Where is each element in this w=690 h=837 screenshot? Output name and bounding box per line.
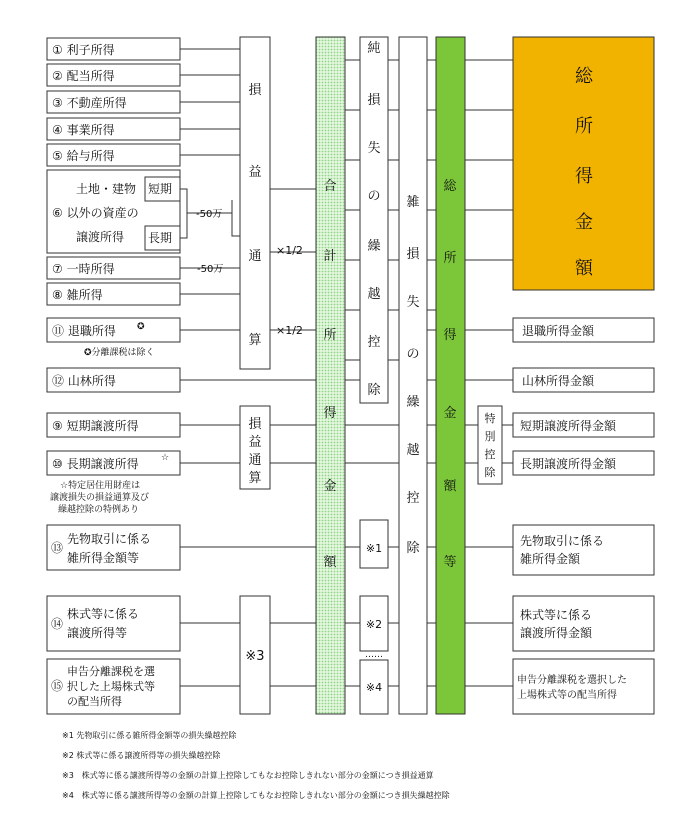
- net-loss-col-3: 失: [367, 141, 381, 156]
- misc-loss-col-8: 除: [406, 541, 420, 556]
- footnote-2: ※2 株式等に係る譲渡所得等の損失繰越控除: [62, 751, 221, 760]
- half-label-1: ×1/2: [276, 244, 303, 257]
- net-loss-col-4: の: [367, 189, 381, 204]
- result-retirement: 退職所得金額: [522, 324, 595, 338]
- loss-offset-2: 益: [248, 165, 262, 180]
- result-forest: 山林所得金額: [522, 374, 595, 388]
- note3-marker: ※3: [245, 649, 265, 664]
- footnote-3: ※3 株式等に係る譲渡所得等の金額の計算上控除してもなお控除しきれない部分の金額につき損益通算: [62, 771, 434, 780]
- total-col-2: 計: [323, 249, 337, 264]
- long-transfer-star: ☆: [161, 453, 170, 463]
- loss-offset-1: 損: [248, 83, 262, 98]
- loss-offset2-4: 算: [248, 471, 262, 486]
- note2-marker: ※2: [365, 618, 383, 631]
- result-stocks-1: 株式等に係る: [520, 608, 593, 622]
- misc-loss-col-3: 失: [406, 295, 420, 310]
- income-label-15-line1: 申告分離課税を選: [67, 665, 155, 678]
- income-label-14-num: ⑭: [51, 617, 64, 631]
- total-col-6: 額: [323, 555, 337, 570]
- retirement-note: ✪分離課税は除く: [84, 348, 155, 358]
- total-income-1: 総: [575, 66, 593, 87]
- net-loss-col-1: 純: [367, 41, 381, 56]
- deduction-50-1: -50万: [196, 209, 223, 220]
- result-dividends-1: 申告分離課税を選択した: [517, 675, 627, 686]
- income-label-14-line2: 譲渡所得等: [67, 626, 128, 640]
- income-label-13-line1: 先物取引に係る: [67, 532, 152, 546]
- house-note-1: ☆特定居住用財産は: [60, 481, 141, 491]
- special-deduction-1: 特: [484, 412, 496, 425]
- dots: ……: [365, 650, 383, 660]
- short-term-label: 短期: [148, 182, 173, 196]
- total-income-2: 所: [575, 116, 593, 137]
- gross-col-4: 金: [443, 406, 457, 421]
- income-label-1: ① 利子所得: [52, 43, 115, 57]
- income-label-5: ⑤ 給与所得: [52, 149, 115, 163]
- result-short-transfer: 短期譲渡所得金額: [520, 419, 617, 433]
- misc-loss-col-5: 繰: [406, 395, 420, 410]
- misc-loss-col-6: 越: [406, 443, 420, 458]
- retirement-mark: ✪: [137, 322, 145, 332]
- income-label-3: ③ 不動産所得: [52, 96, 127, 110]
- income-label-13-num: ⑬: [51, 541, 64, 555]
- income-label-11: ⑪ 退職所得: [52, 324, 116, 338]
- total-income-3: 得: [575, 166, 593, 187]
- gross-col-2: 所: [443, 251, 457, 266]
- net-loss-col-2: 損: [367, 93, 381, 108]
- total-col-4: 得: [323, 406, 337, 421]
- loss-offset2-1: 損: [248, 417, 262, 432]
- income-label-15-num: ⑮: [51, 679, 64, 693]
- net-loss-col-6: 越: [367, 287, 381, 302]
- footnote-4: ※4 株式等に係る譲渡所得等の金額の計算上控除してもなお控除しきれない部分の金額につき損失繰越控除: [62, 791, 450, 800]
- gross-col-6: 等: [443, 555, 457, 570]
- house-note-3: 繰越控除の特例あり: [58, 505, 140, 515]
- income-label-14-line1: 株式等に係る: [67, 607, 140, 621]
- income-label-6-line1: 土地・建物: [76, 182, 137, 196]
- total-col-3: 所: [323, 328, 337, 343]
- income-label-8: ⑧ 雑所得: [52, 288, 103, 302]
- misc-loss-col-7: 控: [406, 491, 420, 506]
- house-note-2: 譲渡損失の損益通算及び: [50, 493, 150, 503]
- result-futures-2: 雑所得金額: [520, 552, 581, 566]
- total-col-5: 金: [323, 479, 337, 494]
- footnote-1: ※1 先物取引に係る雑所得金額等の損失繰越控除: [62, 731, 237, 740]
- gross-col-3: 得: [443, 328, 457, 343]
- income-label-6-line3: 譲渡所得: [76, 230, 125, 244]
- loss-offset2-3: 通: [248, 453, 262, 468]
- total-income-column: [316, 37, 345, 714]
- income-label-13-line2: 雑所得金額等: [67, 551, 140, 565]
- note4-marker: ※4: [365, 681, 383, 694]
- income-label-10: ⑩ 長期譲渡所得: [52, 457, 139, 471]
- loss-offset-3: 通: [248, 249, 262, 264]
- gross-col-1: 総: [443, 179, 457, 194]
- misc-loss-col-4: の: [406, 347, 420, 362]
- special-deduction-2: 別: [484, 430, 496, 443]
- loss-offset2-2: 益: [248, 435, 262, 450]
- deduction-50-2: -50万: [197, 264, 224, 275]
- net-loss-col-5: 繰: [367, 239, 381, 254]
- gross-col-5: 額: [443, 479, 457, 494]
- loss-offset-4: 算: [248, 333, 262, 348]
- total-col-1: 合: [323, 179, 337, 194]
- total-income-5: 額: [575, 258, 593, 279]
- half-label-2: ×1/2: [276, 324, 303, 337]
- income-label-6: ⑥ 以外の資産の: [52, 206, 139, 220]
- income-label-15-line3: の配当所得: [67, 695, 122, 708]
- result-stocks-2: 譲渡所得金額: [520, 626, 593, 640]
- net-loss-col-7: 控: [367, 335, 381, 350]
- note1-marker: ※1: [365, 542, 383, 555]
- total-income-4: 金: [575, 212, 593, 233]
- income-label-7: ⑦ 一時所得: [52, 262, 115, 276]
- special-deduction-3: 控: [484, 448, 496, 461]
- result-dividends-2: 上場株式等の配当所得: [517, 690, 617, 701]
- result-futures-1: 先物取引に係る: [520, 534, 605, 548]
- income-label-4: ④ 事業所得: [52, 123, 115, 137]
- income-label-15-line2: 択した上場株式等: [67, 680, 155, 693]
- income-label-9: ⑨ 短期譲渡所得: [52, 419, 139, 433]
- income-label-2: ② 配当所得: [52, 69, 115, 83]
- misc-loss-col-2: 損: [406, 247, 420, 262]
- net-loss-col-8: 除: [367, 383, 381, 398]
- special-deduction-4: 除: [484, 466, 496, 479]
- long-term-label: 長期: [148, 231, 173, 245]
- income-label-12: ⑫ 山林所得: [52, 374, 116, 388]
- result-long-transfer: 長期譲渡所得金額: [520, 457, 617, 471]
- misc-loss-col-1: 雑: [406, 195, 420, 210]
- gross-income-column: [436, 37, 465, 714]
